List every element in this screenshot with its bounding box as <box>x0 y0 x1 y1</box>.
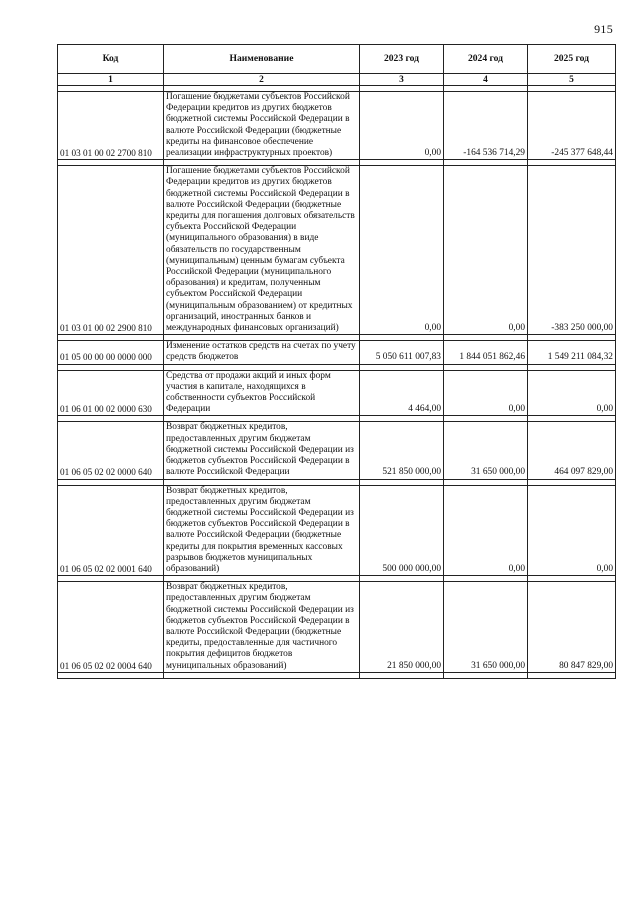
row-value-2025: -383 250 000,00 <box>528 166 616 335</box>
row-name: Изменение остатков средств на счетах по учету средств бюджетов <box>164 341 360 364</box>
row-value-2024: 0,00 <box>444 370 528 416</box>
row-value-2023: 21 850 000,00 <box>360 582 444 673</box>
row-code: 01 05 00 00 00 0000 000 <box>58 341 164 364</box>
row-name: Возврат бюджетных кредитов, предоставленных другим бюджетам бюджетной системы Российской Федерации из бюджетов субъектов Российской Федерации в валюте Российской Федерации (бюджетные кредиты, предоставленные для частичного покрытия дефицитов бюджетов муниципальных образований) <box>164 582 360 673</box>
row-code: 01 06 05 02 02 0000 640 <box>58 422 164 479</box>
column-number: 1 <box>58 74 164 86</box>
table-row <box>58 582 616 673</box>
table-row <box>58 422 616 479</box>
row-code: 01 06 05 02 02 0004 640 <box>58 582 164 673</box>
column-number: 5 <box>528 74 616 86</box>
row-spacer <box>58 672 616 678</box>
table-row <box>58 92 616 160</box>
row-name: Погашение бюджетами субъектов Российской Федерации кредитов из других бюджетов бюджетной системы Российской Федерации в валюте Российской Федерации (бюджетные кредиты для погашения долговых обязательств субъекта Российской Федерации (муниципального образования) в виде обязательств по государственным (муниципальным) ценным бумагам субъекта Российской Федерации (муниципального образования) и кредитам, полученным субъектом Российской Федерации (муниципальным образованием) от кредитных организаций, иностранных банков и международных финансовых организаций) <box>164 166 360 335</box>
row-value-2023: 0,00 <box>360 92 444 160</box>
column-number-row <box>58 74 616 86</box>
row-value-2025: 1 549 211 084,32 <box>528 341 616 364</box>
row-name: Погашение бюджетами субъектов Российской Федерации кредитов из других бюджетов бюджетной системы Российской Федерации в валюте Российской Федерации (бюджетные кредиты на финансовое обеспечение реализации инфраструктурных проектов) <box>164 92 360 160</box>
row-code: 01 03 01 00 02 2900 810 <box>58 166 164 335</box>
row-value-2025: 0,00 <box>528 485 616 576</box>
table-row <box>58 166 616 335</box>
row-value-2024: 0,00 <box>444 485 528 576</box>
page-number: 915 <box>594 22 613 36</box>
header-name: Наименование <box>164 45 360 74</box>
budget-sources-table <box>57 44 616 679</box>
row-value-2023: 521 850 000,00 <box>360 422 444 479</box>
row-code: 01 03 01 00 02 2700 810 <box>58 92 164 160</box>
row-name: Возврат бюджетных кредитов, предоставленных другим бюджетам бюджетной системы Российской Федерации из бюджетов субъектов Российской Федерации в валюте Российской Федерации (бюджетные кредиты для покрытия временных кассовых разрывов бюджетов муниципальных образований) <box>164 485 360 576</box>
row-value-2025: -245 377 648,44 <box>528 92 616 160</box>
row-value-2023: 0,00 <box>360 166 444 335</box>
column-number: 2 <box>164 74 360 86</box>
header-2024: 2024 год <box>444 45 528 74</box>
table-header-row <box>58 45 616 74</box>
row-value-2024: 31 650 000,00 <box>444 582 528 673</box>
header-2025: 2025 год <box>528 45 616 74</box>
column-number: 4 <box>444 74 528 86</box>
row-value-2024: -164 536 714,29 <box>444 92 528 160</box>
header-code: Код <box>58 45 164 74</box>
row-value-2025: 464 097 829,00 <box>528 422 616 479</box>
table-row <box>58 341 616 364</box>
table-row <box>58 485 616 576</box>
row-value-2024: 0,00 <box>444 166 528 335</box>
row-value-2023: 4 464,00 <box>360 370 444 416</box>
row-name: Возврат бюджетных кредитов, предоставленных другим бюджетам бюджетной системы Российской Федерации из бюджетов субъектов Российской Федерации в валюте Российской Федерации <box>164 422 360 479</box>
row-value-2025: 0,00 <box>528 370 616 416</box>
row-value-2025: 80 847 829,00 <box>528 582 616 673</box>
header-2023: 2023 год <box>360 45 444 74</box>
row-name: Средства от продажи акций и иных форм участия в капитале, находящихся в собственности субъектов Российской Федерации <box>164 370 360 416</box>
row-code: 01 06 01 00 02 0000 630 <box>58 370 164 416</box>
table-row <box>58 370 616 416</box>
column-number: 3 <box>360 74 444 86</box>
row-value-2024: 1 844 051 862,46 <box>444 341 528 364</box>
row-code: 01 06 05 02 02 0001 640 <box>58 485 164 576</box>
row-value-2023: 5 050 611 007,83 <box>360 341 444 364</box>
row-value-2024: 31 650 000,00 <box>444 422 528 479</box>
row-value-2023: 500 000 000,00 <box>360 485 444 576</box>
